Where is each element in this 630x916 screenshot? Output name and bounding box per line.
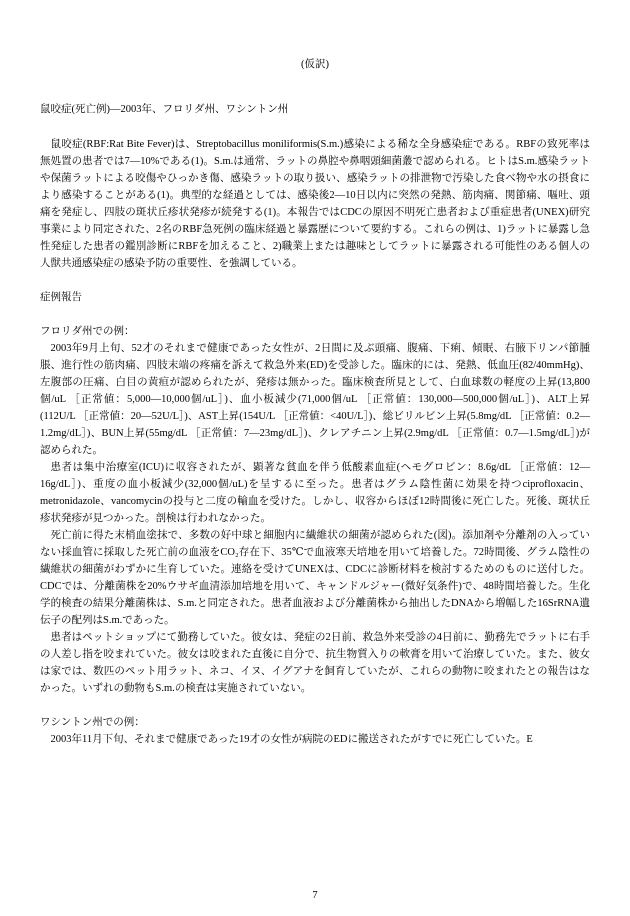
subsection-heading-florida: フロリダ州での例： bbox=[40, 326, 135, 337]
washington-paragraph-1: 2003年11月下旬、それまで健康であった19才の女性が病院のEDに搬送されたがすでに死亡していた。E bbox=[50, 734, 533, 745]
subsection-heading-washington: ワシントン州での例： bbox=[40, 717, 145, 728]
translation-note: (仮訳) bbox=[301, 59, 329, 70]
florida-paragraph-1: 2003年9月上旬、52才のそれまで健康であった女性が、2日間に及ぶ頭痛、腹痛、下痢、傾眠、右腋下リンパ節腫脹、進行性の筋肉痛、四肢末端の疼痛を訴えて救急外来(ED)を受診した。臨床的には、発熱、低血圧(82/40mmHg)、左腹部の圧痛、白目の黄疸が認められたが、発疹は無かった。臨床検査所見として、白血球数の軽度の上昇(13,800個/uL ［正常値：5,000—10,000個/uL］)、血小板減少(71,000個/uL ［正常値：130,000—500,000個/uL］)、ALT上昇(112U/L ［正常値：20—52U/L］)、AST上昇(154U/L ［正常値：<40U/L］)、総ビリルビン上昇(5.8mg/dL ［正常値：0.2—1.2mg/dL］)、BUN上昇(55mg/dL ［正常値：7—23mg/dL］)、クレアチニン上昇(2.9mg/dL ［正常値：0.7—1.5mg/dL］)が認められた。 bbox=[40, 343, 590, 456]
florida-paragraph-3: 死亡前に得た末梢血塗抹で、多数の好中球と細胞内に繊維状の細菌が認められた(図)。添加剤や分離剤の入っていない採血管に採取した死亡前の血液をCO₂存在下、35℃で血液寒天培地を用いて培養した。72時間後、グラム陰性の繊維状の細菌がわずかに生育していた。連絡を受けてUNEXは、CDCに診断材料を検討するためのものに送付した。CDCでは、分離菌株を20%ウサギ血清添加培地を用いて、キャンドルジャー(微好気条件)で、48時間培養した。生化学的検査の結果分離菌株は、S.m.と同定された。患者血液および分離菌株から抽出したDNAから増幅した16SrRNA遺伝子の配列はS.m.であった。 bbox=[40, 530, 590, 626]
intro-paragraph: 鼠咬症(RBF:Rat Bite Fever)は、Streptobacillus moniliformis(S.m.)感染による稀な全身感染症である。RBFの致死率は無処置の患者では7—10%である(1)。S.m.は通常、ラットの鼻腔や鼻咽頭細菌叢で認められる。ヒトはS.m.感染ラットや保菌ラットによる咬傷やひっかき傷、感染ラットの取り扱い、感染ラットの排泄物で汚染した食べ物や水の摂食により感染することがある(1)。典型的な経過としては、感染後2—10日以内に突然の発熱、筋肉痛、関節痛、嘔吐、頭痛を発症し、四肢の斑状丘疹状発疹が続発する(1)。本報告ではCDCの原因不明死亡患者および重症患者(UNEX)研究事業により同定された、2名のRBF急死例の臨床経過と暴露歴について要約する。これらの例は、1)ラットに暴露し急性発症した患者の鑑別診断にRBFを加えること、2)職業上または趣味としてラットに暴露される可能性のある個人の人獣共通感染症の感染予防の重要性、を強調している。 bbox=[40, 139, 590, 269]
section-heading-case-report: 症例報告 bbox=[40, 292, 82, 303]
page-title: 鼠咬症(死亡例)—2003年、フロリダ州、ワシントン州 bbox=[40, 104, 289, 115]
page-number: 7 bbox=[312, 890, 318, 901]
florida-paragraph-4: 患者はペットショップにて勤務していた。彼女は、発症の2日前、救急外来受診の4日前に、勤務先でラットに右手の人差し指を咬まれていた。彼女は咬まれた直後に自分で、抗生物質入りの軟膏を用いて治療していた。また、彼女は家では、数匹のペット用ラット、ネコ、イヌ、イグアナを飼育していたが、これらの動物に咬まれたとの報告はなかった。いずれの動物もS.m.の検査は実施されていない。 bbox=[40, 632, 590, 694]
florida-paragraph-2: 患者は集中治療室(ICU)に収容されたが、顕著な貧血を伴う低酸素血症(ヘモグロビン：8.6g/dL ［正常値：12—16g/dL］)、重度の血小板減少(32,000個/uL)を呈するに至った。患者はグラム陰性菌に効果を持つciprofloxacin、metronidazole、vancomycinの投与と二度の輸血を受けた。しかし、収容からほぼ12時間後に死亡した。死後、斑状丘疹状発疹が見つかった。剖検は行われなかった。 bbox=[40, 462, 590, 524]
